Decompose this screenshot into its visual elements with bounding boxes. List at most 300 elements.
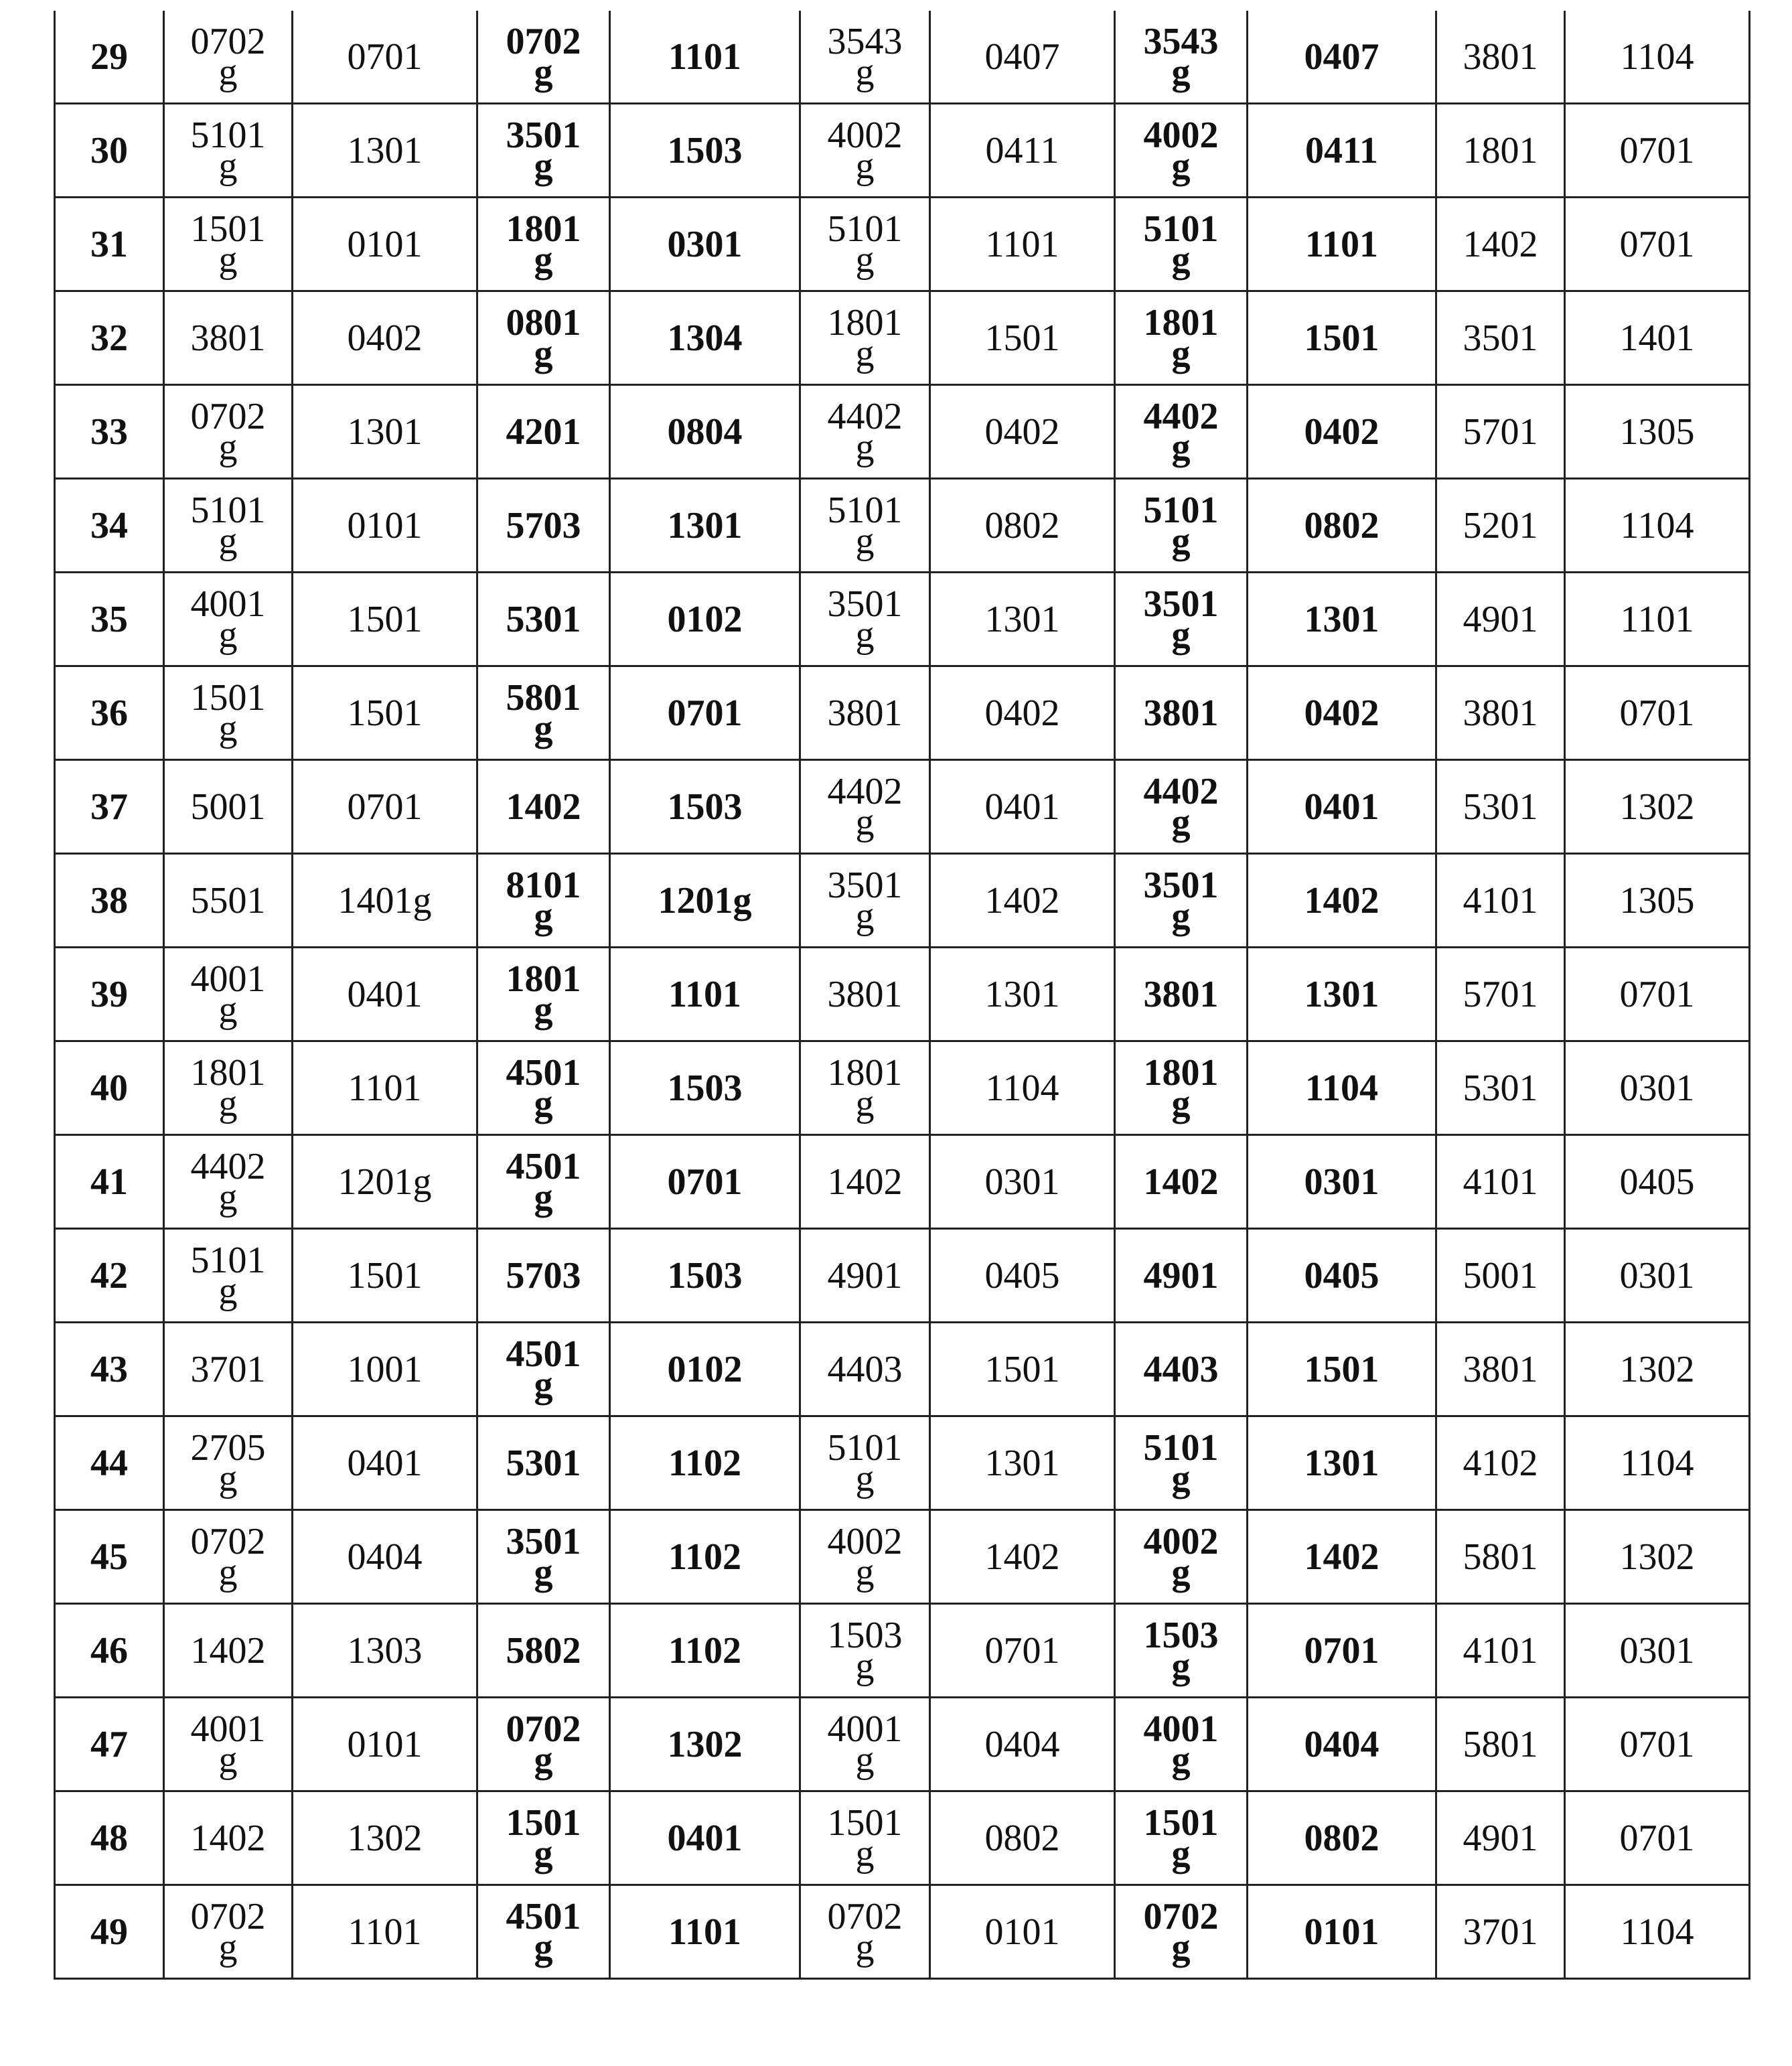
- allele-cell: [800, 1323, 930, 1416]
- allele-cell: [800, 479, 930, 573]
- cell-value: 1302: [1620, 1542, 1695, 1572]
- cell-value: 1503: [668, 135, 743, 166]
- cell-value: 1501g: [826, 1807, 903, 1869]
- allele-cell: [610, 11, 800, 104]
- allele-cell: [1115, 1041, 1248, 1135]
- allele-cell: [1436, 1885, 1565, 1979]
- cell-value: 0404: [348, 1542, 423, 1572]
- allele-cell: [477, 1323, 610, 1416]
- allele-cell: [610, 666, 800, 760]
- cell-value: 4101: [1463, 885, 1538, 916]
- cell-value: 0701: [348, 792, 423, 822]
- cell-value: 1301: [668, 510, 743, 541]
- table-row: [55, 948, 1750, 1041]
- cell-value: 0301: [1620, 1635, 1695, 1666]
- cell-value: 5101g: [1142, 214, 1219, 275]
- row-number-cell: [55, 1041, 164, 1135]
- allele-cell: [1115, 1510, 1248, 1604]
- cell-value: 1302: [1620, 1354, 1695, 1385]
- allele-cell: [1436, 1698, 1565, 1791]
- cell-value: 1501: [1304, 1354, 1379, 1385]
- allele-cell: [930, 1229, 1115, 1323]
- allele-cell: [1115, 1885, 1248, 1979]
- allele-cell: [477, 291, 610, 385]
- allele-cell: [1248, 1510, 1436, 1604]
- allele-cell: [930, 573, 1115, 666]
- allele-cell: [164, 104, 293, 198]
- row-number-cell: [55, 1698, 164, 1791]
- allele-cell: [1436, 479, 1565, 573]
- cell-value: 1001: [348, 1354, 423, 1385]
- allele-cell: [1248, 1416, 1436, 1510]
- cell-value: 1801g: [505, 964, 582, 1025]
- cell-value: 1503g: [1142, 1620, 1219, 1682]
- cell-value: 36: [90, 698, 128, 729]
- cell-value: 1302: [1620, 792, 1695, 822]
- allele-cell: [1565, 11, 1750, 104]
- cell-value: 5001: [1463, 1260, 1538, 1291]
- allele-cell: [1248, 1885, 1436, 1979]
- allele-cell: [610, 854, 800, 948]
- allele-cell: [477, 854, 610, 948]
- allele-cell: [293, 666, 477, 760]
- allele-cell: [610, 104, 800, 198]
- allele-cell: [1115, 573, 1248, 666]
- cell-value: 1104: [1621, 42, 1694, 72]
- allele-cell: [610, 1791, 800, 1885]
- cell-value: 33: [90, 417, 128, 447]
- allele-cell: [164, 11, 293, 104]
- allele-cell: [1115, 291, 1248, 385]
- cell-value: 35: [90, 604, 128, 635]
- cell-value: 3501g: [505, 120, 582, 181]
- row-number-cell: [55, 760, 164, 854]
- table-row: [55, 1323, 1750, 1416]
- allele-cell: [800, 854, 930, 948]
- row-number-cell: [55, 11, 164, 104]
- cell-value: 0407: [985, 42, 1060, 72]
- allele-cell: [1115, 479, 1248, 573]
- allele-cell: [1436, 1135, 1565, 1229]
- allele-cell: [477, 573, 610, 666]
- cell-value: 1104: [1621, 1917, 1694, 1947]
- cell-value: 0404: [985, 1729, 1060, 1760]
- cell-value: 3801: [1463, 42, 1538, 72]
- allele-cell: [164, 1604, 293, 1698]
- cell-value: 0701: [348, 42, 423, 72]
- allele-cell: [1115, 948, 1248, 1041]
- allele-cell: [800, 198, 930, 291]
- allele-cell: [1436, 573, 1565, 666]
- cell-value: 1503: [668, 1260, 743, 1291]
- allele-cell: [1115, 1698, 1248, 1791]
- cell-value: 3801: [1142, 979, 1219, 1010]
- allele-cell: [610, 1041, 800, 1135]
- table-row: [55, 1416, 1750, 1510]
- cell-value: 1402: [985, 1542, 1060, 1572]
- cell-value: 0301: [1620, 1073, 1695, 1104]
- cell-value: 1402: [190, 1635, 267, 1666]
- allele-cell: [477, 1135, 610, 1229]
- cell-value: 40: [90, 1073, 128, 1104]
- allele-cell: [930, 1041, 1115, 1135]
- cell-value: 1503g: [826, 1620, 903, 1682]
- allele-cell: [1115, 1229, 1248, 1323]
- allele-cell: [800, 291, 930, 385]
- allele-cell: [930, 760, 1115, 854]
- allele-cell: [1248, 1698, 1436, 1791]
- allele-cell: [800, 1416, 930, 1510]
- cell-value: 4901: [826, 1260, 903, 1291]
- cell-value: 1501: [985, 1354, 1060, 1385]
- cell-value: 1401g: [338, 885, 432, 916]
- table-row: [55, 1510, 1750, 1604]
- cell-value: 0702g: [826, 1901, 903, 1963]
- cell-value: 4201: [505, 417, 582, 447]
- cell-value: 0301: [985, 1167, 1060, 1197]
- cell-value: 1201g: [658, 885, 752, 916]
- allele-cell: [1436, 198, 1565, 291]
- allele-cell: [1565, 1416, 1750, 1510]
- allele-cell: [477, 104, 610, 198]
- allele-cell: [1115, 1416, 1248, 1510]
- cell-value: 4002g: [1142, 1526, 1219, 1588]
- cell-value: 5101g: [1142, 1432, 1219, 1494]
- cell-value: 4001g: [190, 1714, 267, 1775]
- allele-cell: [477, 666, 610, 760]
- cell-value: 0701: [668, 1167, 743, 1197]
- row-number-cell: [55, 479, 164, 573]
- cell-value: 42: [90, 1260, 128, 1291]
- cell-value: 3701: [190, 1354, 267, 1385]
- cell-value: 0702g: [190, 401, 267, 463]
- cell-value: 3501g: [826, 870, 903, 932]
- cell-value: 1101: [668, 979, 741, 1010]
- allele-cell: [610, 385, 800, 479]
- cell-value: 0405: [1304, 1260, 1379, 1291]
- allele-cell: [477, 1510, 610, 1604]
- allele-cell: [1565, 1229, 1750, 1323]
- allele-cell: [164, 760, 293, 854]
- table-body: [55, 11, 1750, 1979]
- allele-cell: [1248, 198, 1436, 291]
- allele-cell: [1248, 573, 1436, 666]
- allele-cell: [1565, 1604, 1750, 1698]
- allele-cell: [164, 479, 293, 573]
- cell-value: 1402: [1304, 1542, 1379, 1572]
- cell-value: 41: [90, 1167, 128, 1197]
- allele-cell: [477, 948, 610, 1041]
- allele-cell: [800, 1041, 930, 1135]
- cell-value: 0404: [1304, 1729, 1379, 1760]
- allele-cell: [930, 291, 1115, 385]
- allele-cell: [930, 1885, 1115, 1979]
- hla-allele-table: [54, 11, 1750, 1980]
- cell-value: 5301: [1463, 1073, 1538, 1104]
- table-row: [55, 1135, 1750, 1229]
- cell-value: 5101g: [1142, 495, 1219, 557]
- cell-value: 5101g: [826, 495, 903, 557]
- allele-cell: [477, 479, 610, 573]
- cell-value: 0804: [668, 417, 743, 447]
- cell-value: 4501g: [505, 1057, 582, 1119]
- cell-value: 0702g: [190, 1901, 267, 1963]
- allele-cell: [1115, 1604, 1248, 1698]
- cell-value: 1801g: [1142, 307, 1219, 369]
- cell-value: 0702g: [1142, 1901, 1219, 1963]
- allele-cell: [477, 1604, 610, 1698]
- cell-value: 1801g: [826, 1057, 903, 1119]
- cell-value: 1201g: [338, 1167, 432, 1197]
- cell-value: 5703: [505, 510, 582, 541]
- allele-cell: [293, 1323, 477, 1416]
- row-number-cell: [55, 104, 164, 198]
- allele-cell: [930, 479, 1115, 573]
- allele-cell: [800, 948, 930, 1041]
- allele-cell: [610, 198, 800, 291]
- allele-cell: [1115, 666, 1248, 760]
- allele-cell: [1248, 1135, 1436, 1229]
- cell-value: 4901: [1463, 604, 1538, 635]
- cell-value: 1101: [348, 1073, 422, 1104]
- cell-value: 1402: [1142, 1167, 1219, 1197]
- cell-value: 0802: [985, 510, 1060, 541]
- allele-cell: [477, 760, 610, 854]
- allele-cell: [1436, 291, 1565, 385]
- allele-cell: [164, 1885, 293, 1979]
- cell-value: 0301: [1304, 1167, 1379, 1197]
- allele-cell: [1248, 666, 1436, 760]
- cell-value: 5801: [1463, 1542, 1538, 1572]
- allele-cell: [930, 1416, 1115, 1510]
- row-number-cell: [55, 854, 164, 948]
- allele-cell: [1248, 1604, 1436, 1698]
- allele-cell: [1565, 666, 1750, 760]
- allele-cell: [800, 11, 930, 104]
- cell-value: 0701: [668, 698, 743, 729]
- allele-cell: [1248, 1229, 1436, 1323]
- cell-value: 4901: [1142, 1260, 1219, 1291]
- cell-value: 3801: [826, 979, 903, 1010]
- cell-value: 0405: [985, 1260, 1060, 1291]
- cell-value: 1101: [348, 1917, 422, 1947]
- cell-value: 46: [90, 1635, 128, 1666]
- allele-cell: [164, 1698, 293, 1791]
- cell-value: 1301: [985, 979, 1060, 1010]
- allele-cell: [293, 1041, 477, 1135]
- allele-cell: [1565, 291, 1750, 385]
- row-number-cell: [55, 1885, 164, 1979]
- row-number-cell: [55, 1135, 164, 1229]
- cell-value: 1801g: [505, 214, 582, 275]
- allele-cell: [610, 573, 800, 666]
- cell-value: 4501g: [505, 1901, 582, 1963]
- cell-value: 4001g: [826, 1714, 903, 1775]
- allele-cell: [1436, 760, 1565, 854]
- cell-value: 5801g: [505, 682, 582, 744]
- cell-value: 4402g: [826, 401, 903, 463]
- cell-value: 1401: [1620, 323, 1695, 354]
- allele-cell: [164, 854, 293, 948]
- table-row: [55, 854, 1750, 948]
- cell-value: 4001g: [1142, 1714, 1219, 1775]
- allele-cell: [610, 1229, 800, 1323]
- row-number-cell: [55, 291, 164, 385]
- row-number-cell: [55, 1604, 164, 1698]
- cell-value: 4402g: [826, 776, 903, 838]
- allele-cell: [1565, 198, 1750, 291]
- cell-value: 5501: [190, 885, 267, 916]
- allele-cell: [477, 1885, 610, 1979]
- allele-cell: [293, 198, 477, 291]
- cell-value: 0102: [668, 1354, 743, 1385]
- cell-value: 3801: [1142, 698, 1219, 729]
- cell-value: 5703: [505, 1260, 582, 1291]
- cell-value: 1501: [348, 698, 423, 729]
- cell-value: 4001g: [190, 589, 267, 650]
- allele-cell: [610, 760, 800, 854]
- allele-cell: [930, 11, 1115, 104]
- cell-value: 37: [90, 792, 128, 822]
- cell-value: 3501g: [505, 1526, 582, 1588]
- allele-cell: [1248, 1323, 1436, 1416]
- allele-cell: [164, 948, 293, 1041]
- cell-value: 1305: [1620, 885, 1695, 916]
- allele-cell: [1565, 760, 1750, 854]
- row-number-cell: [55, 198, 164, 291]
- allele-cell: [610, 948, 800, 1041]
- cell-value: 0802: [1304, 510, 1379, 541]
- allele-cell: [930, 1791, 1115, 1885]
- allele-cell: [1436, 666, 1565, 760]
- cell-value: 3501g: [1142, 870, 1219, 932]
- cell-value: 4901: [1463, 1823, 1538, 1854]
- cell-value: 0701: [1620, 979, 1695, 1010]
- cell-value: 1302: [348, 1823, 423, 1854]
- cell-value: 4402g: [1142, 776, 1219, 838]
- cell-value: 3501g: [1142, 589, 1219, 650]
- cell-value: 1402: [1304, 885, 1379, 916]
- allele-cell: [1436, 104, 1565, 198]
- allele-cell: [164, 666, 293, 760]
- cell-value: 4403: [1142, 1354, 1219, 1385]
- allele-cell: [610, 1416, 800, 1510]
- allele-cell: [1248, 385, 1436, 479]
- cell-value: 45: [90, 1542, 128, 1572]
- cell-value: 0801g: [505, 307, 582, 369]
- allele-cell: [800, 1791, 930, 1885]
- allele-cell: [164, 1510, 293, 1604]
- cell-value: 1102: [668, 1635, 741, 1666]
- table-row: [55, 1791, 1750, 1885]
- cell-value: 0401: [348, 979, 423, 1010]
- cell-value: 1501: [348, 604, 423, 635]
- row-number-cell: [55, 1510, 164, 1604]
- allele-cell: [1436, 1229, 1565, 1323]
- cell-value: 1301: [1304, 979, 1379, 1010]
- allele-cell: [1248, 1791, 1436, 1885]
- allele-cell: [477, 385, 610, 479]
- allele-cell: [930, 1510, 1115, 1604]
- allele-cell: [1565, 948, 1750, 1041]
- allele-cell: [800, 385, 930, 479]
- cell-value: 1801: [1463, 135, 1538, 166]
- cell-value: 1501g: [505, 1807, 582, 1869]
- cell-value: 0411: [1305, 135, 1378, 166]
- cell-value: 1104: [1621, 510, 1694, 541]
- allele-cell: [610, 1698, 800, 1791]
- cell-value: 0401: [985, 792, 1060, 822]
- cell-value: 1101: [668, 42, 741, 72]
- cell-value: 3801: [826, 698, 903, 729]
- cell-value: 3543g: [826, 26, 903, 88]
- cell-value: 1104: [1621, 1448, 1694, 1479]
- cell-value: 1302: [668, 1729, 743, 1760]
- table-row: [55, 104, 1750, 198]
- cell-value: 0702g: [190, 1526, 267, 1588]
- allele-cell: [477, 11, 610, 104]
- cell-value: 1801g: [1142, 1057, 1219, 1119]
- cell-value: 1801g: [190, 1057, 267, 1119]
- table-row: [55, 666, 1750, 760]
- cell-value: 5101g: [190, 1245, 267, 1307]
- allele-cell: [610, 1323, 800, 1416]
- allele-cell: [1565, 385, 1750, 479]
- cell-value: 1104: [986, 1073, 1059, 1104]
- table-row: [55, 479, 1750, 573]
- cell-value: 0407: [1304, 42, 1379, 72]
- allele-cell: [293, 1229, 477, 1323]
- cell-value: 0701: [1620, 1823, 1695, 1854]
- cell-value: 1301: [985, 1448, 1060, 1479]
- cell-value: 1801g: [826, 307, 903, 369]
- allele-cell: [1248, 760, 1436, 854]
- table-row: [55, 1604, 1750, 1698]
- cell-value: 0402: [985, 698, 1060, 729]
- row-number-cell: [55, 385, 164, 479]
- allele-cell: [293, 1791, 477, 1885]
- cell-value: 1301: [1304, 1448, 1379, 1479]
- allele-cell: [1115, 11, 1248, 104]
- cell-value: 0102: [668, 604, 743, 635]
- cell-value: 0701: [985, 1635, 1060, 1666]
- row-number-cell: [55, 1229, 164, 1323]
- allele-cell: [1115, 1135, 1248, 1229]
- allele-cell: [293, 1698, 477, 1791]
- cell-value: 5101g: [826, 1432, 903, 1494]
- cell-value: 3501g: [826, 589, 903, 650]
- cell-value: 0411: [986, 135, 1059, 166]
- allele-cell: [164, 1791, 293, 1885]
- cell-value: 5201: [1463, 510, 1538, 541]
- allele-cell: [293, 573, 477, 666]
- allele-cell: [164, 1229, 293, 1323]
- cell-value: 1501: [985, 323, 1060, 354]
- cell-value: 4501g: [505, 1339, 582, 1400]
- cell-value: 4501g: [505, 1151, 582, 1213]
- cell-value: 1102: [668, 1448, 741, 1479]
- allele-cell: [1115, 385, 1248, 479]
- allele-cell: [1436, 948, 1565, 1041]
- table-row: [55, 385, 1750, 479]
- allele-cell: [800, 666, 930, 760]
- allele-cell: [293, 1885, 477, 1979]
- cell-value: 3701: [1463, 1917, 1538, 1947]
- allele-cell: [293, 11, 477, 104]
- allele-cell: [1565, 1510, 1750, 1604]
- cell-value: 1501g: [190, 682, 267, 744]
- row-number-cell: [55, 948, 164, 1041]
